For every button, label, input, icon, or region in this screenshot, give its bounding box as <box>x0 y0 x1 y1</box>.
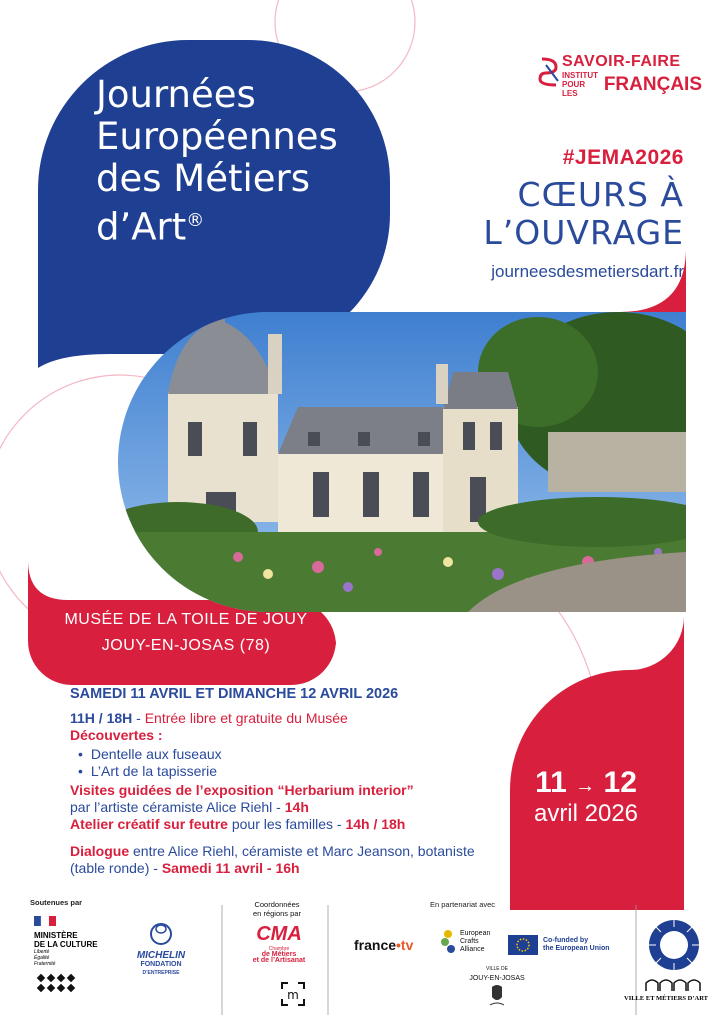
list-item: • Dentelle aux fuseaux <box>78 746 510 763</box>
big-dates <box>516 766 656 828</box>
arrow-icon: → <box>575 775 596 797</box>
coordinated-line: en régions par <box>253 909 301 918</box>
discoveries-list <box>78 746 510 780</box>
fondation-line: D’ENTREPRISE <box>142 970 180 976</box>
brand-big: FRANÇAIS <box>603 73 702 95</box>
registered-mark: ® <box>186 210 205 231</box>
dates-heading: SAMEDI 11 AVRIL ET DIMANCHE 12 AVRIL 2026 <box>70 686 399 702</box>
event-title <box>96 74 338 248</box>
venue-name: MUSÉE DE LA TOILE DE JOUY <box>64 611 308 628</box>
dialogue-detail: entre Alice Riehl, céramiste et Marc Jeanson, botaniste (table ronde) - <box>70 843 475 876</box>
discoveries-label: Découvertes : <box>70 727 163 743</box>
hours: 11H / 18H <box>70 710 133 726</box>
partnership-label: En partenariat avec <box>430 900 496 909</box>
brand-line-1: SAVOIR-FAIRE <box>562 53 681 70</box>
eca-mark-icon <box>440 929 456 955</box>
atelier-title: Atelier créatif sur feutre <box>70 816 228 832</box>
michelin-logo <box>126 923 196 977</box>
end-day: 12 <box>603 766 637 799</box>
marianne-icon <box>34 916 56 926</box>
cma-logo <box>248 923 310 964</box>
hashtag: #JEMA2026 <box>562 146 684 169</box>
ville-small: VILLE DE <box>486 966 508 972</box>
eca-logo <box>440 929 490 955</box>
hours-text: Entrée libre et gratuite du Musée <box>144 710 348 726</box>
eu-line: Co-funded by <box>543 937 589 944</box>
coordinated-line: Coordonnées <box>254 900 300 909</box>
jouy-logo <box>462 965 532 1013</box>
venue-city: JOUY-EN-JOSAS (78) <box>101 637 271 654</box>
hours-sep: - <box>132 710 145 726</box>
eu-flag-icon <box>508 935 538 955</box>
title-line: Européennes <box>96 115 338 158</box>
jouy-crest-icon <box>486 983 508 1011</box>
slogan-line: L’OUVRAGE <box>483 213 684 252</box>
chateau-photo <box>118 312 686 612</box>
brand-small-b: POUR LES <box>562 80 586 98</box>
savoir-faire-logo <box>562 53 702 98</box>
venue-block <box>28 607 344 659</box>
motto-line: Fraternité <box>34 961 56 967</box>
partners-footer <box>0 895 724 1024</box>
title-line: d’Art <box>96 205 187 249</box>
arches-icon <box>644 977 704 993</box>
france-tv-name: france <box>354 937 397 953</box>
eu-logo <box>508 935 610 955</box>
coordinated-label <box>232 900 322 918</box>
atelier-detail: pour les familles - <box>227 816 346 832</box>
ministry-logo <box>34 913 114 967</box>
title-line: Journées <box>96 73 256 116</box>
savoir-faire-mark-icon <box>538 55 562 87</box>
bibendum-icon <box>146 923 176 945</box>
slogan-line: CŒURS À <box>517 175 684 214</box>
cma-line: de Métiers <box>261 951 297 958</box>
france-tv-suffix: •tv <box>396 937 414 953</box>
michelin-name: MICHELIN <box>136 950 186 961</box>
visits-time: 14h <box>284 799 309 815</box>
visits-title: Visites guidées de l’exposition “Herbarium interior” <box>70 782 414 798</box>
ministry-line: DE LA CULTURE <box>34 940 98 949</box>
fondation-line: FONDATION <box>140 961 182 968</box>
eca-line: European <box>460 930 491 937</box>
program-details <box>70 710 510 877</box>
dialogue-time: Samedi 11 avril - 16h <box>161 860 300 876</box>
dialogue-title: Dialogue <box>70 843 130 859</box>
month-year: avril 2026 <box>533 800 639 827</box>
cma-name: CMA <box>256 923 302 945</box>
france-tv-logo <box>354 937 413 953</box>
eca-line: Crafts <box>460 938 479 945</box>
jouy-name: JOUY-EN-JOSAS <box>469 975 525 982</box>
pattern-icon <box>36 973 86 1001</box>
ministry-line: MINISTÈRE <box>34 931 78 940</box>
atelier-time: 14h / 18h <box>345 816 406 832</box>
supported-by-label: Soutenues par <box>30 898 83 907</box>
sunburst-icon <box>646 917 702 973</box>
motto-line: Liberté <box>34 949 50 955</box>
m-square-icon <box>280 981 306 1007</box>
chateau-illustration <box>118 312 686 612</box>
eu-line: the European Union <box>543 945 610 952</box>
slogan <box>483 176 684 252</box>
eca-line: Alliance <box>460 946 485 953</box>
villes-metiers-name: VILLE ET MÉTIERS D’ART <box>624 995 708 1002</box>
website-link[interactable]: journeesdesmetiersdart.fr <box>491 262 684 281</box>
cma-line: et de l’Artisanat <box>252 957 306 964</box>
svg-text:m: m <box>287 988 299 1002</box>
brand-small-a: INSTITUT <box>562 71 598 80</box>
villes-metiers-logo <box>646 917 702 973</box>
cma-line: Chambre <box>268 946 290 952</box>
motto-line: Égalité <box>34 955 50 961</box>
title-line: des Métiers <box>96 157 311 200</box>
visits-detail: par l’artiste céramiste Alice Riehl - <box>70 799 285 815</box>
list-item: • L’Art de la tapisserie <box>78 763 510 780</box>
start-day: 11 <box>535 766 567 799</box>
